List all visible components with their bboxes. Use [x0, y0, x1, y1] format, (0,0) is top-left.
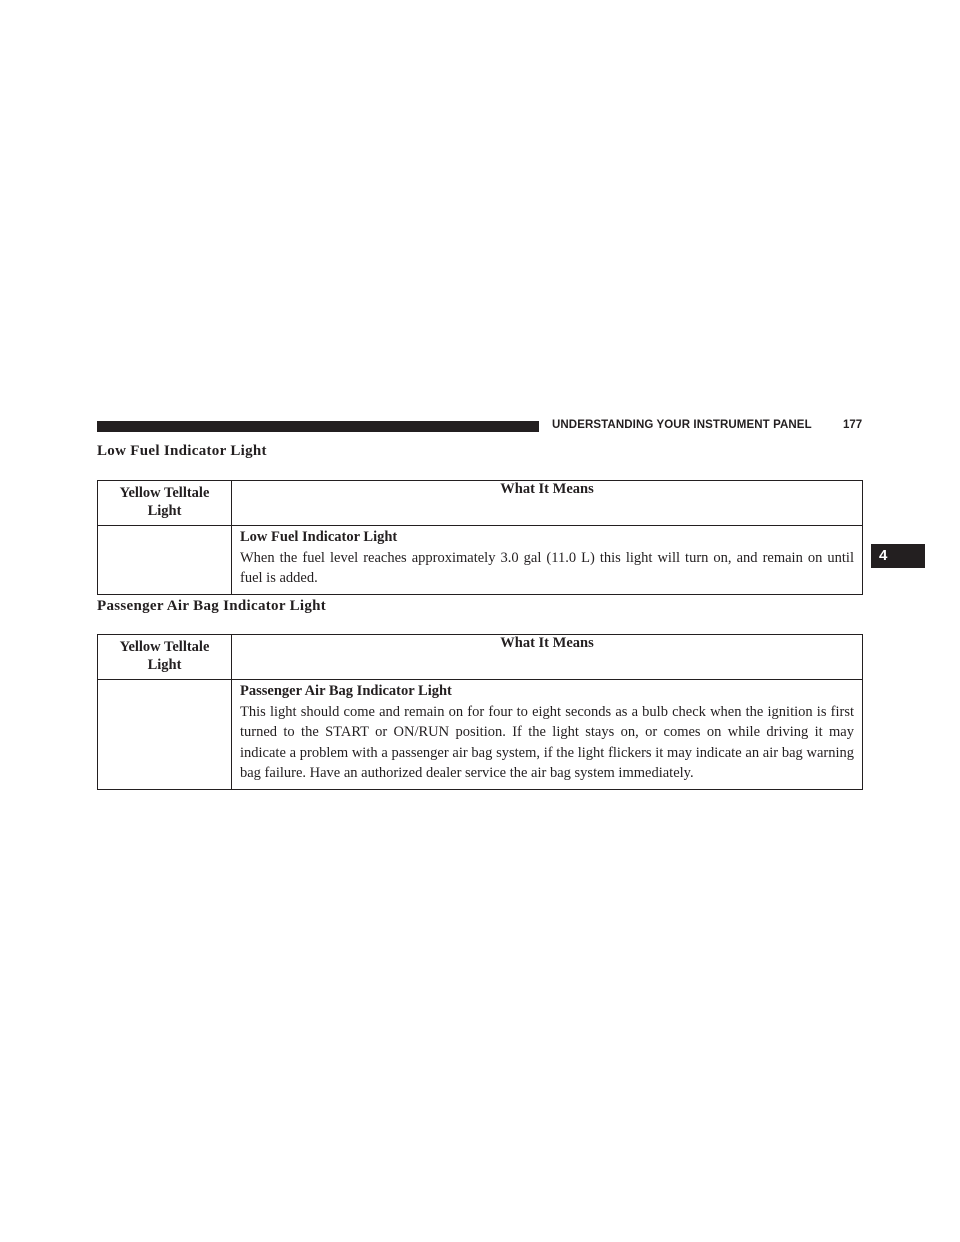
description-cell — [232, 526, 863, 595]
column-header-telltale-light: Yellow Telltale Light — [98, 481, 232, 526]
section-title-low-fuel: Low Fuel Indicator Light — [97, 443, 267, 459]
table-row — [98, 680, 863, 790]
passenger-air-bag-telltale-table — [97, 634, 863, 790]
running-header-title: UNDERSTANDING YOUR INSTRUMENT PANEL — [552, 419, 812, 431]
chapter-tab: 4 — [871, 544, 925, 568]
description-text: When the fuel level reaches approximately 3.0 gal (11.0 L) this light will turn on, and remain on until fuel is added. — [240, 549, 854, 586]
description-title: Low Fuel Indicator Light — [240, 529, 398, 545]
description-text: This light should come and remain on for four to eight seconds as a bulb check when the ignition is first turned to the START or ON/RUN position. If the light stays on, or comes on while driving it may indicate a problem with a passenger air bag system, if the light flickers it may indicate an air bag warning bag failure. Have an authorized dealer service the air bag system immediately. — [240, 703, 854, 781]
column-header-what-it-means: What It Means — [232, 481, 863, 526]
column-header-telltale-light: Yellow Telltale Light — [98, 635, 232, 680]
section-title-passenger-air-bag: Passenger Air Bag Indicator Light — [97, 598, 327, 614]
description-title: Passenger Air Bag Indicator Light — [240, 683, 452, 699]
header-rule-bar — [97, 421, 539, 432]
telltale-light-cell — [98, 680, 232, 790]
page-number: 177 — [843, 419, 863, 431]
table-header-row — [98, 635, 863, 680]
low-fuel-telltale-table — [97, 480, 863, 595]
telltale-light-cell — [98, 526, 232, 595]
table-row — [98, 526, 863, 595]
table-header-row — [98, 481, 863, 526]
column-header-what-it-means: What It Means — [232, 635, 863, 680]
description-cell — [232, 680, 863, 790]
